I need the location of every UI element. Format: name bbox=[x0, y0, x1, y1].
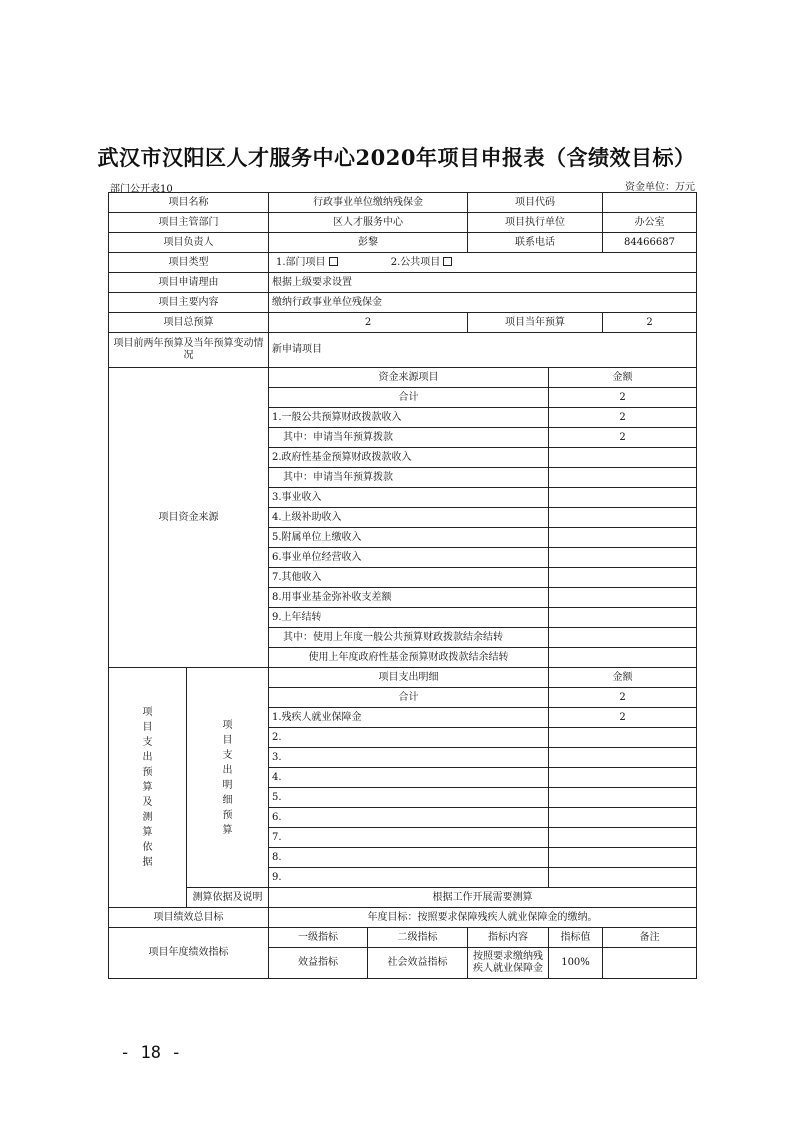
row-content bbox=[109, 293, 697, 313]
expense-row-amount: 2 bbox=[549, 688, 697, 708]
label-project-code: 项目代码 bbox=[468, 193, 603, 213]
form-number: 部门公开表10 bbox=[110, 184, 173, 195]
expense-row-amount bbox=[549, 768, 697, 788]
label-content: 项目主要内容 bbox=[109, 293, 269, 313]
label-year-budget: 项目当年预算 bbox=[468, 313, 603, 333]
expense-outer-text: 项目支出预算及测算依据 bbox=[142, 707, 153, 868]
funding-row-label: 7.其他收入 bbox=[269, 568, 549, 588]
funding-row-amount bbox=[549, 448, 697, 468]
expense-row-amount bbox=[549, 728, 697, 748]
funding-row-label: 6.事业单位经营收入 bbox=[269, 548, 549, 568]
label-type: 项目类型 bbox=[109, 253, 269, 273]
expense-row-amount bbox=[549, 788, 697, 808]
funding-row-amount bbox=[549, 628, 697, 648]
value-owner: 彭黎 bbox=[269, 233, 468, 253]
value-type bbox=[269, 253, 697, 273]
header-value: 指标值 bbox=[549, 928, 603, 948]
project-application-table bbox=[108, 192, 697, 979]
funding-row-amount bbox=[549, 488, 697, 508]
header-note: 备注 bbox=[603, 928, 697, 948]
funding-row-amount bbox=[549, 608, 697, 628]
header-content: 指标内容 bbox=[468, 928, 549, 948]
funding-row-amount bbox=[549, 468, 697, 488]
currency-unit: 资金单位：万元 bbox=[625, 182, 695, 193]
label-reason: 项目申请理由 bbox=[109, 273, 269, 293]
row-type bbox=[109, 253, 697, 273]
expense-row-amount bbox=[549, 828, 697, 848]
value-year-budget: 2 bbox=[603, 313, 697, 333]
expense-row-label: 4. bbox=[269, 768, 549, 788]
expense-row-amount bbox=[549, 848, 697, 868]
expense-row-label: 7. bbox=[269, 828, 549, 848]
checkbox-icon bbox=[443, 257, 452, 266]
expense-inner-text: 项目支出明细预算 bbox=[222, 719, 233, 836]
expense-col-amount: 金额 bbox=[549, 668, 697, 688]
label-expense-outer bbox=[109, 668, 187, 908]
funding-row-amount bbox=[549, 528, 697, 548]
expense-row-amount bbox=[549, 868, 697, 888]
row-owner bbox=[109, 233, 697, 253]
expense-row-label: 2. bbox=[269, 728, 549, 748]
label-basis: 测算依据及说明 bbox=[187, 888, 269, 908]
funding-col-amount: 金额 bbox=[549, 368, 697, 388]
label-exec-unit: 项目执行单位 bbox=[468, 213, 603, 233]
row-project-name bbox=[109, 193, 697, 213]
funding-row-label: 其中：申请当年预算拨款 bbox=[269, 428, 549, 448]
funding-row-label: 8.用事业基金弥补收支差额 bbox=[269, 588, 549, 608]
value-reason: 根据上级要求设置 bbox=[269, 273, 697, 293]
label-funding-section: 项目资金来源 bbox=[109, 368, 269, 668]
funding-row-amount: 2 bbox=[549, 408, 697, 428]
funding-row-amount bbox=[549, 508, 697, 528]
label-total-budget: 项目总预算 bbox=[109, 313, 269, 333]
value-indicator: 100% bbox=[549, 948, 603, 979]
expense-row-label: 9. bbox=[269, 868, 549, 888]
expense-row-label: 合计 bbox=[269, 688, 549, 708]
funding-row-label: 其中：申请当年预算拨款 bbox=[269, 468, 549, 488]
expense-row-label: 6. bbox=[269, 808, 549, 828]
funding-row-label: 3.事业收入 bbox=[269, 488, 549, 508]
funding-header-row bbox=[109, 368, 697, 388]
value-project-code bbox=[603, 193, 697, 213]
header-level2: 二级指标 bbox=[368, 928, 468, 948]
expense-row-amount bbox=[549, 808, 697, 828]
funding-row-amount: 2 bbox=[549, 388, 697, 408]
funding-row-amount bbox=[549, 588, 697, 608]
performance-goal-row bbox=[109, 908, 697, 928]
value-total-budget: 2 bbox=[269, 313, 468, 333]
funding-row-amount bbox=[549, 568, 697, 588]
label-project-name: 项目名称 bbox=[109, 193, 269, 213]
row-dept bbox=[109, 213, 697, 233]
funding-row-amount bbox=[549, 648, 697, 668]
value-budget-change: 新申请项目 bbox=[269, 333, 697, 368]
expense-row-amount bbox=[549, 748, 697, 768]
value-phone: 84466687 bbox=[603, 233, 697, 253]
value-dept: 区人才服务中心 bbox=[269, 213, 468, 233]
expense-col-item: 项目支出明细 bbox=[269, 668, 549, 688]
value-content: 按照要求缴纳残疾人就业保障金 bbox=[468, 948, 549, 979]
funding-row-label: 2.政府性基金预算财政拨款收入 bbox=[269, 448, 549, 468]
type-option-dept: 1.部门项目 bbox=[276, 256, 326, 268]
row-budget-change bbox=[109, 333, 697, 368]
expense-basis-row bbox=[109, 888, 697, 908]
funding-row-label: 1.一般公共预算财政拨款收入 bbox=[269, 408, 549, 428]
type-option-public: 2.公共项目 bbox=[390, 256, 441, 268]
value-exec-unit: 办公室 bbox=[603, 213, 697, 233]
funding-col-item: 资金来源项目 bbox=[269, 368, 549, 388]
value-content: 缴纳行政事业单位残保金 bbox=[269, 293, 697, 313]
header-level1: 一级指标 bbox=[269, 928, 368, 948]
row-reason bbox=[109, 273, 697, 293]
label-expense-inner bbox=[187, 668, 269, 888]
label-phone: 联系电话 bbox=[468, 233, 603, 253]
expense-row-amount: 2 bbox=[549, 708, 697, 728]
funding-row-label: 9.上年结转 bbox=[269, 608, 549, 628]
value-project-name: 行政事业单位缴纳残保金 bbox=[269, 193, 468, 213]
checkbox-icon bbox=[329, 257, 338, 266]
row-total-budget bbox=[109, 313, 697, 333]
performance-header-row bbox=[109, 928, 697, 948]
funding-row-amount bbox=[549, 548, 697, 568]
expense-row-label: 1.残疾人就业保障金 bbox=[269, 708, 549, 728]
page-number: - 18 - bbox=[120, 1043, 182, 1063]
value-goal: 年度目标：按照要求保障残疾人就业保障金的缴纳。 bbox=[269, 908, 697, 928]
value-note bbox=[603, 948, 697, 979]
label-dept: 项目主管部门 bbox=[109, 213, 269, 233]
funding-row-label: 合计 bbox=[269, 388, 549, 408]
value-level2: 社会效益指标 bbox=[368, 948, 468, 979]
label-annual: 项目年度绩效指标 bbox=[109, 928, 269, 979]
label-owner: 项目负责人 bbox=[109, 233, 269, 253]
page-title: 武汉市汉阳区人才服务中心2020年项目申报表（含绩效目标） bbox=[97, 145, 696, 170]
funding-row-label: 其中：使用上年度一般公共预算财政拨款结余结转 bbox=[269, 628, 549, 648]
expense-row-label: 5. bbox=[269, 788, 549, 808]
expense-header-row bbox=[109, 668, 697, 688]
expense-row-label: 3. bbox=[269, 748, 549, 768]
label-budget-change: 项目前两年预算及当年预算变动情况 bbox=[109, 333, 269, 368]
funding-row-label: 5.附属单位上缴收入 bbox=[269, 528, 549, 548]
funding-row-label: 使用上年度政府性基金预算财政拨款结余结转 bbox=[269, 648, 549, 668]
label-goal: 项目绩效总目标 bbox=[109, 908, 269, 928]
value-level1: 效益指标 bbox=[269, 948, 368, 979]
expense-row-label: 8. bbox=[269, 848, 549, 868]
funding-row-label: 4.上级补助收入 bbox=[269, 508, 549, 528]
funding-row-amount: 2 bbox=[549, 428, 697, 448]
value-basis: 根据工作开展需要测算 bbox=[269, 888, 697, 908]
